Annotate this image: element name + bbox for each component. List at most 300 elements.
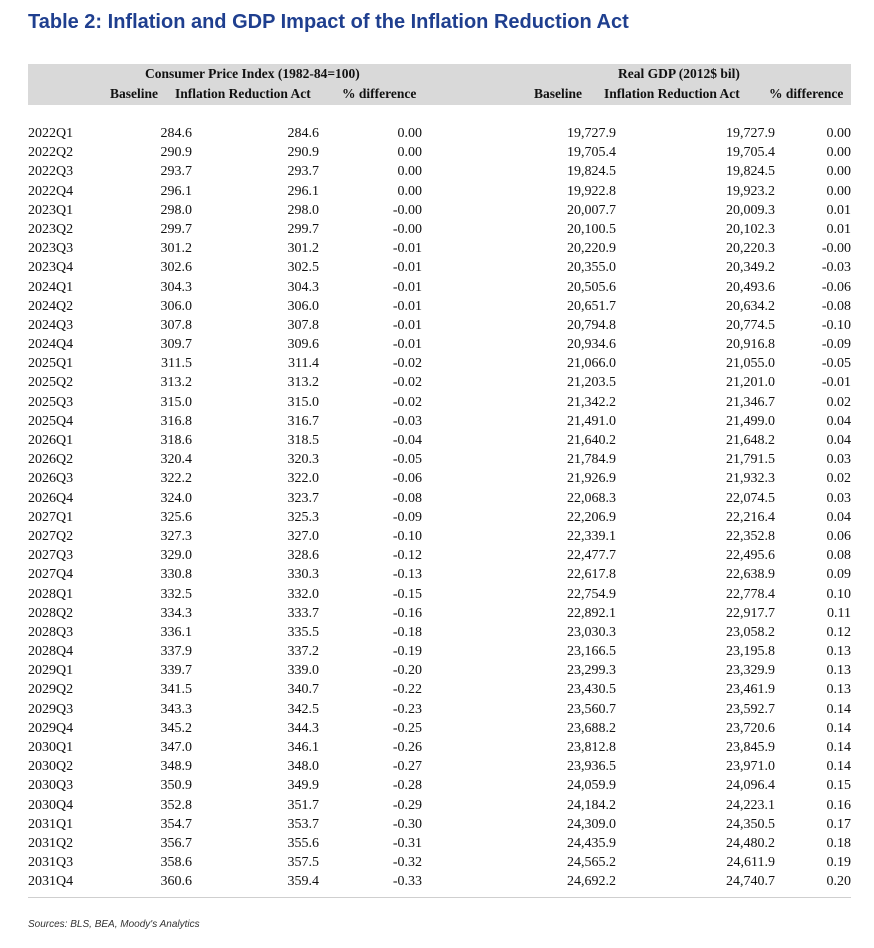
- cpi-pct-cell: -0.13: [392, 567, 422, 583]
- cpi-ira-cell: 332.0: [287, 586, 319, 602]
- gdp-baseline-cell: 22,892.1: [567, 605, 616, 621]
- gdp-ira-cell: 24,480.2: [726, 835, 775, 851]
- gdp-pct-cell: 0.02: [826, 471, 851, 487]
- cpi-baseline-cell: 296.1: [160, 183, 192, 199]
- cpi-ira-cell: 335.5: [287, 624, 319, 640]
- table-row: [28, 585, 851, 604]
- gdp-pct-cell: 0.13: [826, 644, 851, 660]
- gdp-pct-cell: 0.16: [826, 797, 851, 813]
- table-row: [28, 642, 851, 661]
- cpi-ira-cell: 340.7: [287, 682, 319, 698]
- cpi-pct-cell: -0.31: [392, 835, 422, 851]
- quarter-cell: 2023Q2: [28, 221, 74, 237]
- cpi-pct-cell: -0.26: [392, 740, 422, 755]
- gdp-ira-cell: 21,346.7: [726, 394, 775, 410]
- table-row: [28, 412, 851, 431]
- cpi-pct-cell: -0.15: [392, 586, 422, 602]
- cpi-ira-cell: 342.5: [287, 701, 319, 717]
- table-row: [28, 853, 851, 872]
- quarter-cell: 2023Q1: [28, 202, 74, 218]
- gdp-baseline-cell: 20,355.0: [567, 260, 616, 276]
- cpi-ira-cell: 349.9: [287, 778, 319, 794]
- gdp-ira-cell: 22,216.4: [726, 509, 775, 525]
- cpi-baseline-cell: 306.0: [160, 298, 192, 314]
- cpi-ira-cell: 320.3: [287, 452, 319, 468]
- cpi-pct-cell: -0.01: [392, 279, 422, 295]
- gdp-pct-cell: -0.10: [821, 317, 851, 333]
- gdp-baseline-cell: 22,068.3: [567, 490, 616, 506]
- quarter-cell: 2023Q4: [28, 260, 74, 276]
- gdp-baseline-cell: 23,812.8: [567, 740, 616, 755]
- table-row: [28, 354, 851, 373]
- table-title: Table 2: Inflation and GDP Impact of the Inflation Reduction Act: [28, 11, 629, 33]
- cpi-baseline-cell: 325.6: [160, 509, 192, 525]
- cpi-ira-cell: 293.7: [287, 164, 319, 180]
- gdp-baseline-cell: 20,220.9: [567, 241, 616, 257]
- gdp-pct-cell: 0.11: [827, 605, 851, 621]
- cpi-baseline-cell: 324.0: [160, 490, 192, 506]
- gdp-baseline-cell: 24,435.9: [567, 835, 616, 851]
- gdp-ira-cell: 24,740.7: [726, 874, 775, 890]
- cpi-ira-cell: 346.1: [287, 740, 319, 755]
- gdp-ira-cell: 19,824.5: [726, 164, 775, 180]
- gdp-ira-cell: 22,074.5: [726, 490, 775, 506]
- cpi-ira-cell: 322.0: [287, 471, 319, 487]
- quarter-cell: 2029Q4: [28, 720, 74, 736]
- quarter-cell: 2026Q4: [28, 490, 74, 506]
- gdp-ira-cell: 19,705.4: [726, 145, 775, 161]
- cpi-ira-cell: 339.0: [287, 663, 319, 679]
- cpi-baseline-cell: 343.3: [160, 701, 192, 717]
- table-row: [28, 431, 851, 450]
- cpi-baseline-cell: 345.2: [160, 720, 192, 736]
- gdp-pct-cell: 0.00: [826, 145, 851, 161]
- gdp-baseline-cell: 19,922.8: [567, 183, 616, 199]
- gdp-pct-cell: 0.04: [826, 413, 851, 429]
- cpi-pct-cell: -0.02: [392, 356, 422, 372]
- gdp-baseline-cell: 20,934.6: [567, 337, 616, 353]
- cpi-ira-cell: 301.2: [287, 241, 319, 257]
- cpi-ira-header: Inflation Reduction Act: [175, 86, 311, 101]
- quarter-cell: 2031Q3: [28, 855, 74, 871]
- quarter-cell: 2028Q3: [28, 624, 74, 640]
- gdp-pct-header: % difference: [769, 86, 844, 101]
- table-row: [28, 738, 851, 757]
- table-row: [28, 450, 851, 469]
- quarter-cell: 2022Q2: [28, 145, 74, 161]
- cpi-ira-cell: 307.8: [287, 317, 319, 333]
- cpi-ira-cell: 344.3: [287, 720, 319, 736]
- table-row: [28, 508, 851, 527]
- table-row: [28, 815, 851, 834]
- cpi-pct-cell: -0.30: [392, 816, 422, 832]
- gdp-pct-cell: 0.03: [826, 490, 851, 506]
- gdp-ira-cell: 22,352.8: [726, 528, 775, 544]
- gdp-ira-cell: 21,055.0: [726, 356, 775, 372]
- cpi-ira-cell: 355.6: [287, 835, 319, 851]
- cpi-ira-cell: 318.5: [287, 433, 319, 448]
- cpi-pct-cell: -0.27: [392, 759, 422, 775]
- gdp-baseline-cell: 23,299.3: [567, 663, 616, 679]
- cpi-baseline-cell: 290.9: [160, 145, 192, 161]
- table-row: [28, 220, 851, 239]
- quarter-cell: 2025Q1: [28, 356, 74, 372]
- table-body: [28, 124, 851, 892]
- gdp-ira-header: Inflation Reduction Act: [604, 86, 740, 101]
- gdp-baseline-cell: 20,100.5: [567, 221, 616, 237]
- gdp-baseline-cell: 22,617.8: [567, 567, 616, 583]
- cpi-baseline-cell: 358.6: [160, 855, 192, 871]
- gdp-pct-cell: 0.13: [826, 663, 851, 679]
- quarter-cell: 2030Q2: [28, 759, 74, 775]
- cpi-pct-cell: -0.08: [392, 490, 422, 506]
- cpi-pct-cell: 0.00: [397, 183, 422, 199]
- cpi-baseline-cell: 350.9: [160, 778, 192, 794]
- gdp-pct-cell: -0.01: [821, 375, 851, 391]
- table-row: [28, 278, 851, 297]
- gdp-pct-cell: -0.03: [821, 260, 851, 276]
- table-row: [28, 796, 851, 815]
- cpi-baseline-cell: 307.8: [160, 317, 192, 333]
- gdp-baseline-cell: 20,794.8: [567, 317, 616, 333]
- table-row: [28, 335, 851, 354]
- quarter-cell: 2024Q1: [28, 279, 74, 295]
- gdp-baseline-cell: 20,651.7: [567, 298, 616, 314]
- cpi-pct-cell: -0.03: [392, 413, 422, 429]
- gdp-pct-cell: 0.14: [826, 701, 851, 717]
- quarter-cell: 2031Q4: [28, 874, 74, 890]
- gdp-pct-cell: 0.00: [826, 126, 851, 141]
- table-row: [28, 143, 851, 162]
- table-row: [28, 469, 851, 488]
- gdp-pct-cell: 0.03: [826, 452, 851, 468]
- cpi-baseline-cell: 298.0: [160, 202, 192, 218]
- cpi-pct-cell: -0.20: [392, 663, 422, 679]
- bottom-rule: [28, 897, 851, 898]
- gdp-pct-cell: 0.13: [826, 682, 851, 698]
- gdp-ira-cell: 21,499.0: [726, 413, 775, 429]
- cpi-ira-cell: 353.7: [287, 816, 319, 832]
- gdp-pct-cell: 0.18: [826, 835, 851, 851]
- cpi-pct-cell: -0.06: [392, 471, 422, 487]
- gdp-ira-cell: 20,774.5: [726, 317, 775, 333]
- cpi-ira-cell: 309.6: [287, 337, 319, 353]
- cpi-pct-cell: -0.16: [392, 605, 422, 621]
- table-row: [28, 124, 851, 143]
- quarter-cell: 2022Q1: [28, 126, 74, 141]
- gdp-pct-cell: 0.19: [826, 855, 851, 871]
- cpi-group-header: Consumer Price Index (1982-84=100): [145, 66, 360, 81]
- cpi-ira-cell: 325.3: [287, 509, 319, 525]
- gdp-pct-cell: 0.06: [826, 528, 851, 544]
- quarter-cell: 2025Q2: [28, 375, 74, 391]
- gdp-baseline-cell: 23,560.7: [567, 701, 616, 717]
- gdp-pct-cell: 0.20: [826, 874, 851, 890]
- quarter-cell: 2025Q4: [28, 413, 74, 429]
- gdp-baseline-cell: 21,066.0: [567, 356, 616, 372]
- gdp-ira-cell: 23,195.8: [726, 644, 775, 660]
- quarter-cell: 2027Q4: [28, 567, 74, 583]
- gdp-pct-cell: 0.02: [826, 394, 851, 410]
- gdp-baseline-cell: 23,688.2: [567, 720, 616, 736]
- cpi-pct-cell: 0.00: [397, 126, 422, 141]
- table-row: [28, 719, 851, 738]
- table-row: [28, 565, 851, 584]
- cpi-pct-cell: -0.12: [392, 548, 422, 564]
- table-row: [28, 239, 851, 258]
- cpi-baseline-cell: 316.8: [160, 413, 192, 429]
- quarter-cell: 2027Q2: [28, 528, 74, 544]
- cpi-pct-cell: -0.01: [392, 260, 422, 276]
- quarter-cell: 2029Q1: [28, 663, 74, 679]
- gdp-baseline-cell: 22,754.9: [567, 586, 616, 602]
- cpi-baseline-cell: 309.7: [160, 337, 192, 353]
- table-row: [28, 546, 851, 565]
- gdp-ira-cell: 21,648.2: [726, 433, 775, 448]
- cpi-ira-cell: 311.4: [288, 356, 319, 372]
- gdp-ira-cell: 23,592.7: [726, 701, 775, 717]
- gdp-pct-cell: -0.05: [821, 356, 851, 372]
- cpi-baseline-cell: 315.0: [160, 394, 192, 410]
- cpi-baseline-cell: 341.5: [160, 682, 192, 698]
- cpi-ira-cell: 306.0: [287, 298, 319, 314]
- cpi-ira-cell: 327.0: [287, 528, 319, 544]
- gdp-ira-cell: 22,638.9: [726, 567, 775, 583]
- cpi-baseline-cell: 339.7: [160, 663, 192, 679]
- gdp-baseline-cell: 19,824.5: [567, 164, 616, 180]
- gdp-ira-cell: 20,493.6: [726, 279, 775, 295]
- cpi-baseline-cell: 347.0: [160, 740, 192, 755]
- gdp-baseline-cell: 24,309.0: [567, 816, 616, 832]
- cpi-ira-cell: 304.3: [287, 279, 319, 295]
- quarter-cell: 2030Q3: [28, 778, 74, 794]
- cpi-baseline-cell: 320.4: [160, 452, 192, 468]
- cpi-pct-cell: -0.22: [392, 682, 422, 698]
- cpi-baseline-cell: 311.5: [161, 356, 192, 372]
- gdp-baseline-cell: 21,203.5: [567, 375, 616, 391]
- source-note: Sources: BLS, BEA, Moody's Analytics: [28, 919, 200, 930]
- quarter-cell: 2029Q3: [28, 701, 74, 717]
- gdp-pct-cell: 0.15: [826, 778, 851, 794]
- quarter-cell: 2030Q4: [28, 797, 74, 813]
- cpi-baseline-cell: 329.0: [160, 548, 192, 564]
- table-row: [28, 201, 851, 220]
- cpi-baseline-cell: 332.5: [160, 586, 192, 602]
- quarter-cell: 2023Q3: [28, 241, 74, 257]
- gdp-ira-cell: 24,223.1: [726, 797, 775, 813]
- cpi-baseline-cell: 318.6: [160, 433, 192, 448]
- table-row: [28, 162, 851, 181]
- quarter-cell: 2031Q1: [28, 816, 74, 832]
- quarter-cell: 2028Q2: [28, 605, 74, 621]
- cpi-pct-header: % difference: [342, 86, 417, 101]
- gdp-ira-cell: 19,923.2: [726, 183, 775, 199]
- cpi-pct-cell: -0.00: [392, 221, 422, 237]
- cpi-baseline-cell: 356.7: [160, 835, 192, 851]
- table-row: [28, 527, 851, 546]
- table-row: [28, 834, 851, 853]
- gdp-pct-cell: 0.12: [826, 624, 851, 640]
- cpi-pct-cell: -0.01: [392, 337, 422, 353]
- gdp-ira-cell: 24,611.9: [726, 855, 775, 871]
- gdp-ira-cell: 21,932.3: [726, 471, 775, 487]
- cpi-baseline-cell: 348.9: [160, 759, 192, 775]
- cpi-ira-cell: 333.7: [287, 605, 319, 621]
- cpi-baseline-cell: 330.8: [160, 567, 192, 583]
- cpi-baseline-cell: 352.8: [160, 797, 192, 813]
- cpi-pct-cell: 0.00: [397, 145, 422, 161]
- gdp-baseline-cell: 21,926.9: [567, 471, 616, 487]
- cpi-pct-cell: -0.18: [392, 624, 422, 640]
- table-header: [28, 64, 851, 105]
- gdp-baseline-cell: 22,206.9: [567, 509, 616, 525]
- quarter-cell: 2024Q3: [28, 317, 74, 333]
- cpi-pct-cell: -0.01: [392, 317, 422, 333]
- gdp-pct-cell: 0.14: [826, 759, 851, 775]
- gdp-group-header: Real GDP (2012$ bil): [618, 66, 740, 81]
- table-row: [28, 393, 851, 412]
- cpi-pct-cell: -0.33: [392, 874, 422, 890]
- gdp-ira-cell: 24,350.5: [726, 816, 775, 832]
- cpi-ira-cell: 330.3: [287, 567, 319, 583]
- gdp-pct-cell: 0.09: [826, 567, 851, 583]
- gdp-baseline-cell: 21,640.2: [567, 433, 616, 448]
- quarter-cell: 2024Q2: [28, 298, 74, 314]
- cpi-baseline-header: Baseline: [110, 86, 159, 101]
- gdp-ira-cell: 21,791.5: [726, 452, 775, 468]
- gdp-pct-cell: -0.00: [821, 241, 851, 257]
- gdp-ira-cell: 20,220.3: [726, 241, 775, 257]
- cpi-pct-cell: -0.29: [392, 797, 422, 813]
- quarter-cell: 2028Q1: [28, 586, 74, 602]
- cpi-pct-cell: -0.19: [392, 644, 422, 660]
- gdp-ira-cell: 24,096.4: [726, 778, 775, 794]
- gdp-pct-cell: -0.08: [821, 298, 851, 314]
- cpi-pct-cell: -0.28: [392, 778, 422, 794]
- cpi-baseline-cell: 336.1: [160, 624, 192, 640]
- cpi-ira-cell: 315.0: [287, 394, 319, 410]
- gdp-pct-cell: 0.04: [826, 509, 851, 525]
- cpi-baseline-cell: 360.6: [160, 874, 192, 890]
- gdp-baseline-header: Baseline: [534, 86, 583, 101]
- cpi-ira-cell: 357.5: [287, 855, 319, 871]
- gdp-baseline-cell: 24,692.2: [567, 874, 616, 890]
- gdp-baseline-cell: 22,477.7: [567, 548, 616, 564]
- gdp-pct-cell: 0.14: [826, 740, 851, 755]
- cpi-ira-cell: 298.0: [287, 202, 319, 218]
- gdp-ira-cell: 20,916.8: [726, 337, 775, 353]
- quarter-cell: 2026Q1: [28, 433, 74, 448]
- quarter-cell: 2026Q3: [28, 471, 74, 487]
- table-row: [28, 776, 851, 795]
- cpi-baseline-cell: 322.2: [160, 471, 192, 487]
- cpi-pct-cell: -0.23: [392, 701, 422, 717]
- cpi-baseline-cell: 284.6: [160, 126, 192, 141]
- gdp-ira-cell: 23,058.2: [726, 624, 775, 640]
- cpi-ira-cell: 284.6: [287, 126, 319, 141]
- gdp-pct-cell: 0.00: [826, 164, 851, 180]
- table-row: [28, 623, 851, 642]
- cpi-baseline-cell: 299.7: [160, 221, 192, 237]
- gdp-baseline-cell: 22,339.1: [567, 528, 616, 544]
- gdp-ira-cell: 23,845.9: [726, 740, 775, 755]
- gdp-baseline-cell: 23,430.5: [567, 682, 616, 698]
- gdp-pct-cell: 0.10: [826, 586, 851, 602]
- cpi-baseline-cell: 293.7: [160, 164, 192, 180]
- quarter-cell: 2027Q3: [28, 548, 74, 564]
- gdp-baseline-cell: 21,491.0: [567, 413, 616, 429]
- gdp-baseline-cell: 24,059.9: [567, 778, 616, 794]
- gdp-ira-cell: 20,102.3: [726, 221, 775, 237]
- gdp-pct-cell: 0.00: [826, 183, 851, 199]
- gdp-ira-cell: 23,720.6: [726, 720, 775, 736]
- quarter-cell: 2022Q3: [28, 164, 74, 180]
- gdp-pct-cell: 0.17: [826, 816, 851, 832]
- gdp-ira-cell: 23,329.9: [726, 663, 775, 679]
- table-row: [28, 297, 851, 316]
- cpi-pct-cell: -0.05: [392, 452, 422, 468]
- cpi-ira-cell: 323.7: [287, 490, 319, 506]
- quarter-cell: 2030Q1: [28, 740, 74, 755]
- table-row: [28, 872, 851, 891]
- gdp-ira-cell: 20,009.3: [726, 202, 775, 218]
- gdp-ira-cell: 23,971.0: [726, 759, 775, 775]
- cpi-ira-cell: 328.6: [287, 548, 319, 564]
- gdp-baseline-cell: 23,030.3: [567, 624, 616, 640]
- cpi-pct-cell: -0.02: [392, 375, 422, 391]
- table-row: [28, 373, 851, 392]
- quarter-cell: 2027Q1: [28, 509, 74, 525]
- gdp-baseline-cell: 20,007.7: [567, 202, 616, 218]
- cpi-baseline-cell: 304.3: [160, 279, 192, 295]
- cpi-baseline-cell: 302.6: [160, 260, 192, 276]
- cpi-baseline-cell: 334.3: [160, 605, 192, 621]
- gdp-pct-cell: 0.01: [826, 202, 851, 218]
- cpi-baseline-cell: 337.9: [160, 644, 192, 660]
- table-row: [28, 182, 851, 201]
- quarter-cell: 2022Q4: [28, 183, 74, 199]
- cpi-baseline-cell: 313.2: [160, 375, 192, 391]
- gdp-ira-cell: 23,461.9: [726, 682, 775, 698]
- cpi-ira-cell: 316.7: [287, 413, 319, 429]
- gdp-ira-cell: 22,495.6: [726, 548, 775, 564]
- cpi-pct-cell: -0.09: [392, 509, 422, 525]
- gdp-baseline-cell: 24,565.2: [567, 855, 616, 871]
- gdp-baseline-cell: 23,936.5: [567, 759, 616, 775]
- quarter-cell: 2028Q4: [28, 644, 74, 660]
- gdp-pct-cell: 0.14: [826, 720, 851, 736]
- gdp-pct-cell: -0.09: [821, 337, 851, 353]
- quarter-cell: 2025Q3: [28, 394, 74, 410]
- cpi-baseline-cell: 327.3: [160, 528, 192, 544]
- cpi-ira-cell: 299.7: [287, 221, 319, 237]
- cpi-baseline-cell: 301.2: [160, 241, 192, 257]
- cpi-ira-cell: 313.2: [287, 375, 319, 391]
- quarter-cell: 2024Q4: [28, 337, 74, 353]
- cpi-ira-cell: 296.1: [287, 183, 319, 199]
- gdp-pct-cell: 0.08: [826, 548, 851, 564]
- cpi-ira-cell: 290.9: [287, 145, 319, 161]
- gdp-baseline-cell: 24,184.2: [567, 797, 616, 813]
- quarter-cell: 2031Q2: [28, 835, 74, 851]
- table-row: [28, 316, 851, 335]
- gdp-pct-cell: -0.06: [821, 279, 851, 295]
- cpi-pct-cell: -0.01: [392, 298, 422, 314]
- gdp-ira-cell: 20,634.2: [726, 298, 775, 314]
- gdp-ira-cell: 19,727.9: [726, 126, 775, 141]
- cpi-ira-cell: 348.0: [287, 759, 319, 775]
- table-row: [28, 258, 851, 277]
